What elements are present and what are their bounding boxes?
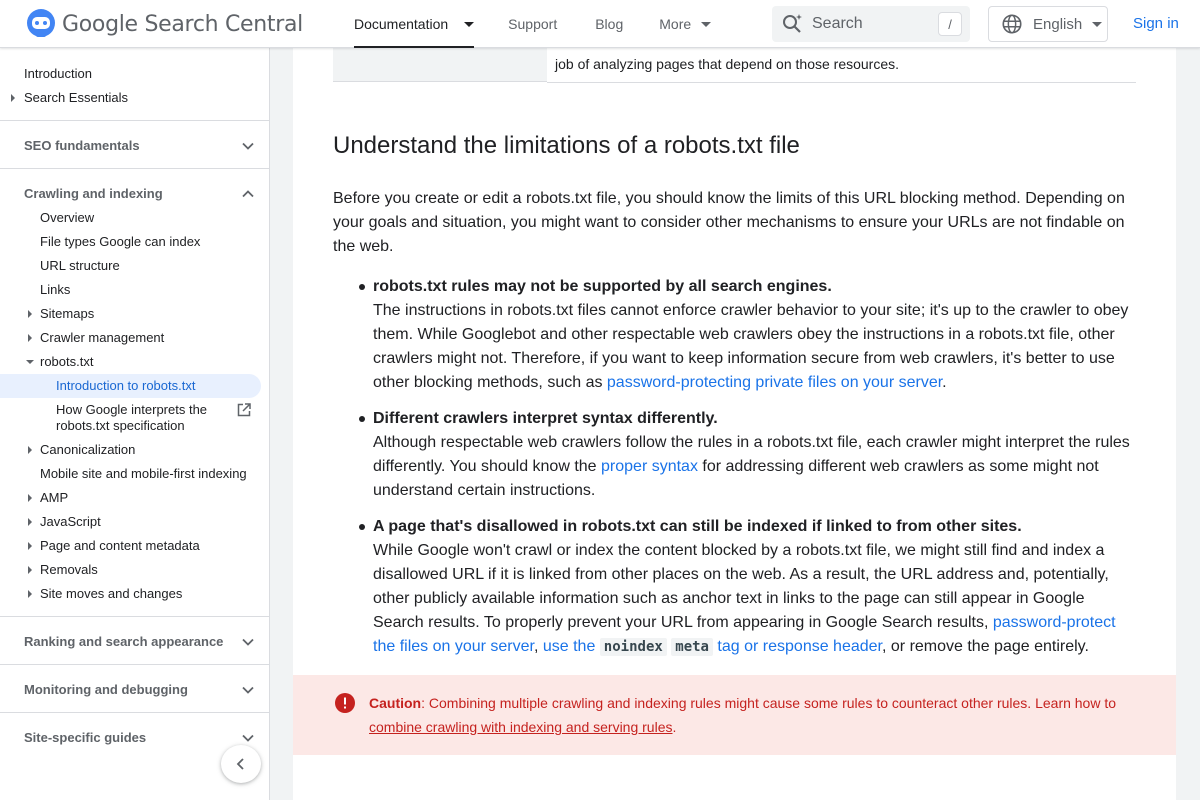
sidebar-item-sitemaps[interactable]	[0, 306, 269, 322]
sidebar-item-label: Canonicalization	[40, 442, 136, 457]
sidebar-item-label: URL structure	[40, 258, 120, 273]
section-heading: Understand the limitations of a robots.txt file	[333, 132, 800, 159]
sidebar-item-robots-txt[interactable]	[0, 354, 269, 370]
search-icon	[780, 12, 804, 36]
sidebar-section-ranking[interactable]	[0, 634, 269, 650]
sidebar-item-page-metadata[interactable]	[0, 538, 269, 554]
tab-documentation-label: Documentation	[354, 16, 449, 32]
combine-rules-link[interactable]: combine crawling with indexing and serving rules	[369, 719, 673, 735]
limitations-list	[373, 275, 1135, 671]
sidebar-item-removals[interactable]	[0, 562, 269, 578]
sidebar-section-label: Ranking and search appearance	[24, 634, 224, 649]
tab-documentation[interactable]	[354, 0, 474, 48]
expand-arrow-icon[interactable]	[28, 494, 32, 502]
caution-label: Caution	[369, 695, 422, 711]
top-app-bar	[0, 0, 1200, 48]
sidebar-item-label: Links	[40, 282, 71, 297]
chevron-left-icon	[234, 757, 248, 771]
sidebar-item-javascript[interactable]	[0, 514, 269, 530]
chevron-down-icon	[241, 139, 255, 153]
expand-arrow-icon[interactable]	[28, 334, 32, 342]
tab-blog-label: Blog	[595, 16, 624, 32]
collapse-sidebar-button[interactable]	[221, 745, 261, 783]
search-shortcut-key: /	[938, 12, 962, 36]
sidebar-section-label: Crawling and indexing	[24, 186, 163, 201]
chevron-down-icon	[241, 683, 255, 697]
sidebar-item-search-essentials[interactable]	[0, 90, 269, 106]
sidebar-item-how-google-interprets[interactable]	[0, 402, 269, 434]
sidebar-item-label: File types Google can index	[40, 234, 201, 249]
collapse-arrow-icon[interactable]	[26, 360, 34, 364]
sign-in-link[interactable]: Sign in	[1133, 15, 1179, 32]
sidebar-item-overview[interactable]	[0, 210, 269, 226]
sidebar-section-label: Monitoring and debugging	[24, 682, 188, 697]
caution-text	[369, 691, 1159, 739]
search-input[interactable]: Search	[812, 15, 863, 32]
link-text: tag or response header	[712, 638, 882, 655]
chevron-down-icon[interactable]	[464, 22, 474, 27]
proper-syntax-link[interactable]: proper syntax	[601, 458, 698, 475]
sidebar-section-seo-fundamentals[interactable]	[0, 138, 269, 154]
expand-arrow-icon[interactable]	[28, 590, 32, 598]
sidebar-item-file-types[interactable]	[0, 234, 269, 250]
sidebar-item-mobile-first[interactable]	[0, 466, 269, 482]
expand-arrow-icon[interactable]	[28, 518, 32, 526]
language-label: English	[1033, 15, 1083, 33]
caution-body: .	[672, 719, 677, 735]
sidebar-section-site-guides[interactable]	[0, 730, 269, 746]
sidebar-item-label: Crawler management	[40, 330, 165, 345]
intro-paragraph: Before you create or edit a robots.txt file, you should know the limits of this URL blocking method. Depending on your goals and situation, you might want to consider other mechanisms to ensure your URLs are not findable on the web.	[333, 190, 1125, 255]
list-item-text: ,	[533, 638, 543, 655]
site-title: Google Search Central	[62, 11, 303, 37]
sidebar-section-monitoring[interactable]	[0, 682, 269, 698]
tab-more[interactable]	[659, 0, 711, 48]
list-item-text: for addressing different web crawlers as some might not understand certain instructions.	[373, 458, 1099, 499]
article-body	[293, 48, 1176, 800]
chevron-down-icon	[701, 22, 711, 27]
tab-more-label: More	[659, 16, 692, 32]
list-item	[373, 515, 1135, 659]
list-item-title: A page that's disallowed in robots.txt can still be indexed if linked to from other sites.	[373, 518, 1022, 535]
table-cell	[333, 48, 547, 82]
sidebar-item-label: AMP	[40, 490, 69, 505]
external-link-icon	[236, 402, 252, 418]
expand-arrow-icon[interactable]	[28, 446, 32, 454]
sidebar-item-label: Site moves and changes	[40, 586, 183, 601]
list-item-title: robots.txt rules may not be supported by all search engines.	[373, 278, 832, 295]
sidebar-item-label: Search Essentials	[24, 90, 129, 105]
site-logo[interactable]	[24, 8, 303, 40]
divider	[0, 712, 269, 713]
sidebar-item-crawler-management[interactable]	[0, 330, 269, 346]
noindex-link[interactable]	[543, 638, 882, 655]
sidebar-item-label: Mobile site and mobile-first indexing	[40, 466, 247, 481]
search-box[interactable]	[772, 6, 970, 42]
chevron-down-icon	[1092, 22, 1102, 27]
language-selector[interactable]	[988, 6, 1108, 42]
sidebar-item-label: JavaScript	[40, 514, 101, 529]
sidebar-item-label: Overview	[40, 210, 95, 225]
list-item	[373, 407, 1135, 503]
chevron-down-icon	[241, 635, 255, 649]
top-nav	[354, 0, 745, 48]
sidebar-item-label: How Google interprets the robots.txt specification	[56, 402, 208, 433]
divider	[0, 664, 269, 665]
sidebar-section-label: SEO fundamentals	[24, 138, 140, 153]
tab-support[interactable]	[508, 0, 557, 48]
search-central-logo-icon	[24, 8, 58, 40]
list-item-text: .	[942, 374, 947, 391]
sidebar-section-crawling-indexing[interactable]	[0, 186, 269, 202]
sidebar-section-label: Site-specific guides	[24, 730, 147, 745]
sidebar-item-introduction[interactable]	[0, 66, 269, 82]
sidebar-item-intro-robots-txt[interactable]	[0, 374, 261, 398]
code-meta: meta	[671, 638, 713, 656]
sidebar-item-links[interactable]	[0, 282, 269, 298]
code-noindex: noindex	[600, 638, 667, 656]
password-protect-files-link[interactable]: password-protect the files on your server	[373, 614, 1116, 655]
tab-blog[interactable]	[595, 0, 623, 48]
caution-callout	[293, 675, 1176, 755]
list-item-text: Although respectable web crawlers follow the rules in a robots.txt file, each crawler might interpret the rules differently. You should know the	[373, 434, 1130, 475]
left-nav	[0, 48, 270, 800]
chevron-up-icon	[241, 187, 255, 201]
chevron-down-icon	[241, 731, 255, 745]
sidebar-item-amp[interactable]	[0, 490, 269, 506]
divider	[0, 168, 269, 169]
sidebar-item-label: robots.txt	[40, 354, 94, 369]
divider	[0, 120, 269, 121]
sidebar-item-label: Introduction	[24, 66, 92, 81]
table-cell-text: job of analyzing pages that depend on those resources.	[555, 56, 900, 72]
list-item	[373, 275, 1135, 395]
tab-support-label: Support	[508, 16, 558, 32]
expand-arrow-icon[interactable]	[28, 542, 32, 550]
link-text: use the	[542, 638, 600, 655]
table-row-border	[547, 82, 1136, 83]
sidebar-item-label: Introduction to robots.txt	[56, 378, 196, 393]
sidebar-item-url-structure[interactable]	[0, 258, 269, 274]
expand-arrow-icon[interactable]	[11, 94, 15, 102]
password-protect-link[interactable]: password-protecting private files on your server	[606, 374, 943, 391]
sidebar-item-label: Sitemaps	[40, 306, 95, 321]
expand-arrow-icon[interactable]	[28, 566, 32, 574]
sidebar-item-canonicalization[interactable]	[0, 442, 269, 458]
sidebar-item-label: Page and content metadata	[40, 538, 200, 553]
list-item-title: Different crawlers interpret syntax differently.	[373, 410, 718, 427]
sidebar-item-label: Removals	[40, 562, 98, 577]
expand-arrow-icon[interactable]	[28, 310, 32, 318]
list-item-text: The instructions in robots.txt files cannot enforce crawler behavior to your site; it's up to the crawler to obey them. While Googlebot and other respectable web crawlers obey the instructions in a robots.txt file, other crawlers might not. Therefore, if you want to keep information secure from web crawlers, it's better to use other blocking methods, such as	[373, 302, 1129, 391]
list-item-text: While Google won't crawl or index the content blocked by a robots.txt file, we might still find and index a disallowed URL if it is linked from other places on the web. As a result, the URL address and, potentially, other publicly available information such as anchor text in links to the page can still appear in Google Search results. To properly prevent your URL from appearing in Google Search results,	[373, 542, 1109, 631]
globe-icon	[1001, 13, 1023, 35]
list-item-text: , or remove the page entirely.	[882, 638, 1089, 655]
sidebar-item-site-moves[interactable]	[0, 586, 269, 602]
caution-body: : Combining multiple crawling and indexing rules might cause some rules to counteract other rules. Learn how to	[421, 695, 1117, 711]
error-icon	[335, 693, 355, 713]
divider	[0, 616, 269, 617]
